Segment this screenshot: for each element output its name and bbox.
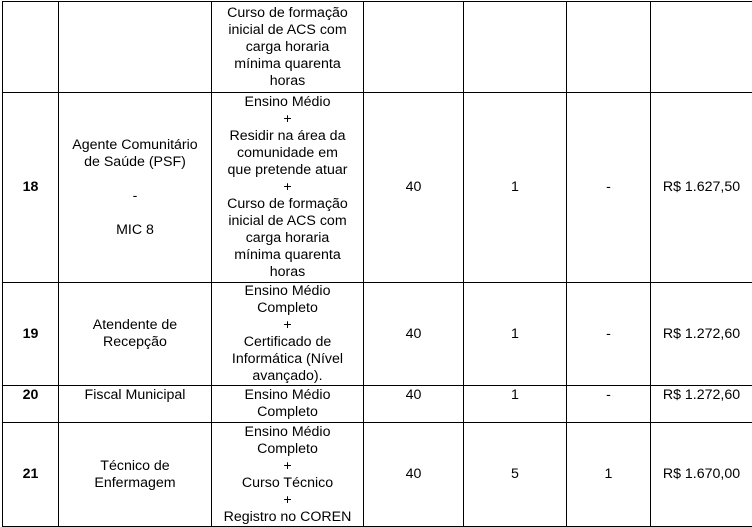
cargo-spacer [61, 205, 209, 222]
requisito-line: + [214, 317, 361, 334]
vacancy-table [2, 1, 752, 527]
requisito-line: Completo [214, 404, 361, 421]
requisitos-cell [212, 423, 364, 527]
requisito-line: Ensino Médio [214, 424, 361, 441]
requisito-line: Residir na área da [214, 128, 361, 145]
vencimento-cell: R$ 1.272,60 [651, 283, 752, 386]
requisitos-cell [212, 386, 364, 423]
carga-horaria-cell: 40 [364, 423, 464, 527]
table-row [3, 2, 752, 93]
table-row [3, 283, 752, 386]
vencimento-cell [651, 2, 752, 93]
reserva-cell [567, 2, 651, 93]
cargo-line: Enfermagem [61, 475, 209, 492]
requisito-line: comunidade em [214, 145, 361, 162]
requisito-line: carga horaria [214, 230, 361, 247]
cargo-line: Técnico de [61, 458, 209, 475]
requisito-line: que pretende atuar [214, 162, 361, 179]
table-row [3, 423, 752, 527]
carga-horaria-cell: 40 [364, 386, 464, 423]
reserva-cell: - [567, 93, 651, 283]
cargo-line: MIC 8 [61, 222, 209, 239]
requisito-line: + [214, 179, 361, 196]
row-number: 20 [3, 386, 59, 423]
cargo-line: de Saúde (PSF) [61, 154, 209, 171]
reserva-cell: - [567, 283, 651, 386]
cargo-line: Agente Comunitário [61, 137, 209, 154]
cargo-line: - [61, 188, 209, 205]
table-row [3, 386, 752, 423]
requisito-line: + [214, 492, 361, 509]
requisito-line: Certificado de [214, 334, 361, 351]
vagas-cell: 1 [464, 386, 567, 423]
carga-horaria-cell: 40 [364, 93, 464, 283]
vencimento-cell: R$ 1.272,60 [651, 386, 752, 423]
row-number: 19 [3, 283, 59, 386]
cargo-line: Recepção [61, 334, 209, 351]
carga-horaria-cell [364, 2, 464, 93]
requisito-line: mínima quarenta [214, 247, 361, 264]
requisito-line: inicial de ACS com [214, 22, 361, 39]
vagas-cell [464, 2, 567, 93]
vagas-cell: 1 [464, 93, 567, 283]
requisito-line: + [214, 111, 361, 128]
requisito-line: avançado). [214, 368, 361, 385]
requisito-line: Ensino Médio [214, 94, 361, 111]
cargo-line: Fiscal Municipal [61, 387, 209, 404]
requisito-line: Curso de formação [214, 196, 361, 213]
requisito-line: Completo [214, 300, 361, 317]
requisito-line: Ensino Médio [214, 387, 361, 404]
cargo-spacer [61, 171, 209, 188]
requisito-line: horas [214, 264, 361, 281]
cargo-cell [59, 2, 212, 93]
requisito-line: inicial de ACS com [214, 213, 361, 230]
cargo-line: Atendente de [61, 317, 209, 334]
cargo-cell [59, 283, 212, 386]
cargo-cell [59, 386, 212, 423]
vencimento-cell: R$ 1.670,00 [651, 423, 752, 527]
requisitos-cell [212, 93, 364, 283]
row-number: 18 [3, 93, 59, 283]
requisito-line: Registro no COREN [214, 509, 361, 526]
carga-horaria-cell: 40 [364, 283, 464, 386]
requisito-line: Informática (Nível [214, 351, 361, 368]
table-row [3, 93, 752, 283]
row-number [3, 2, 59, 93]
cargo-cell [59, 423, 212, 527]
requisito-line: Completo [214, 441, 361, 458]
requisitos-cell [212, 2, 364, 93]
requisitos-cell [212, 283, 364, 386]
requisito-line: horas [214, 73, 361, 90]
vagas-cell: 5 [464, 423, 567, 527]
requisito-line: Ensino Médio [214, 283, 361, 300]
requisito-line: carga horaria [214, 39, 361, 56]
row-number: 21 [3, 423, 59, 527]
cargo-cell [59, 93, 212, 283]
vagas-cell: 1 [464, 283, 567, 386]
requisito-line: Curso de formação [214, 5, 361, 22]
vencimento-cell: R$ 1.627,50 [651, 93, 752, 283]
reserva-cell: 1 [567, 423, 651, 527]
requisito-line: + [214, 458, 361, 475]
reserva-cell: - [567, 386, 651, 423]
requisito-line: mínima quarenta [214, 56, 361, 73]
requisito-line: Curso Técnico [214, 475, 361, 492]
